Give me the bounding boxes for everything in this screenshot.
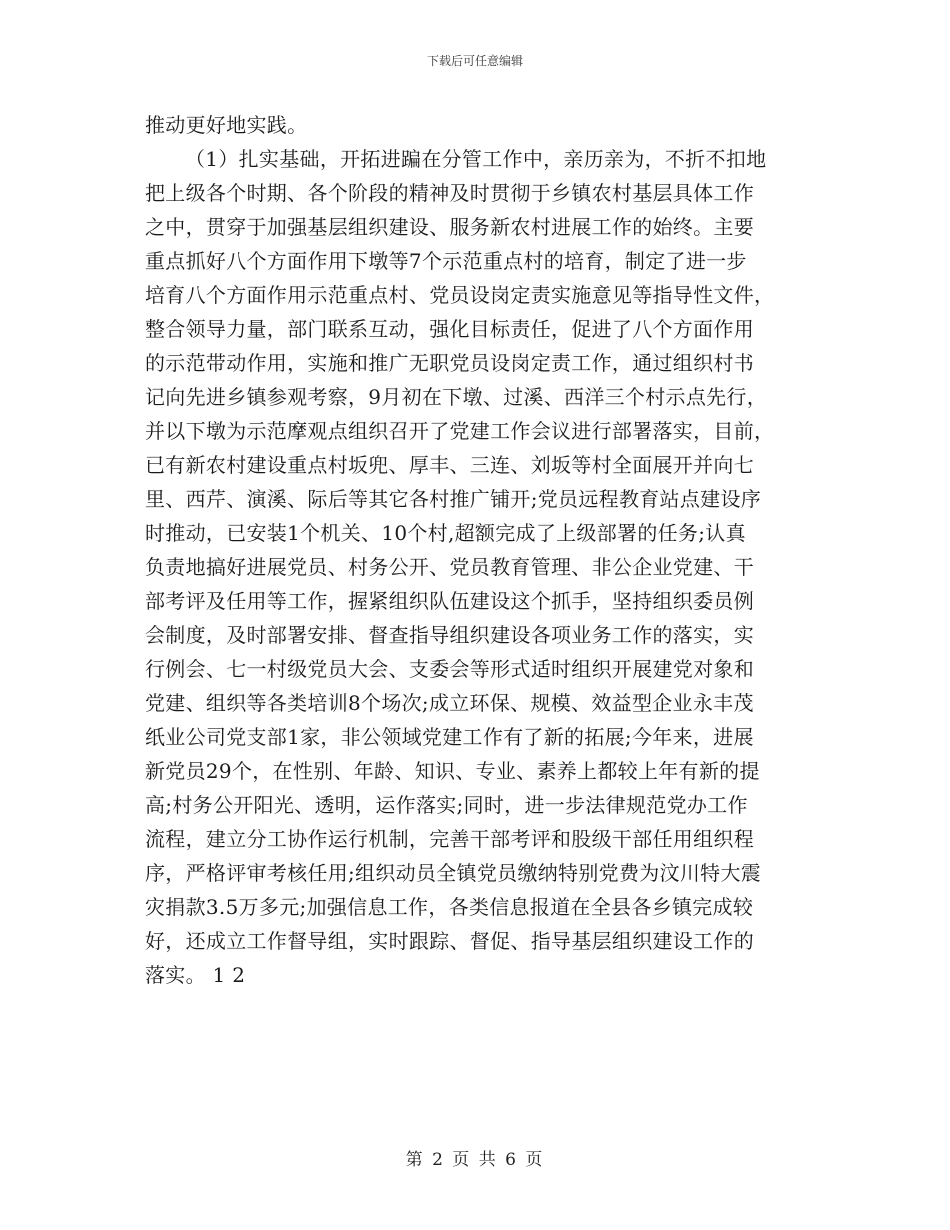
body-line: 时推动，已安装1个机关、10个村,超额完成了上级部署的任务;认真 (145, 521, 746, 545)
body-line: 负责地搞好进展党员、村务公开、党员教育管理、非公企业党建、干 (145, 555, 754, 579)
body-line: 重点抓好八个方面作用下墩等7个示范重点村的培育，制定了进一步 (145, 249, 747, 273)
body-line: （1）扎实基础，开拓进蹁在分管工作中，亲历亲为，不折不扣地 (185, 147, 767, 171)
body-line: 之中，贯穿于加强基层组织建设、服务新农村进展工作的始终。主要 (145, 215, 754, 239)
body-line: 里、西芹、演溪、际后等其它各村推广铺开;党员远程教育站点建设序 (145, 487, 762, 511)
body-line: 行例会、七一村级党员大会、支委会等形式适时组织开展建党对象和 (145, 657, 754, 681)
body-line: 落实。 1 2 (145, 963, 246, 987)
body-line: 灾捐款3.5万多元;加强信息工作，各类信息报道在全县各乡镇完成较 (145, 895, 754, 919)
body-line: 序，严格评审考核任用;组织动员全镇党员缴纳特别党费为汶川特大震 (145, 861, 762, 885)
body-line: 流程，建立分工协作运行机制，完善干部考评和股级干部任用组织程 (145, 827, 754, 851)
body-line: 整合领导力量，部门联系互动，强化目标责任，促进了八个方面作用 (145, 317, 754, 341)
body-line: 推动更好地实践。 (145, 113, 308, 137)
body-line: 纸业公司党支部1家，非公领域党建工作有了新的拓展;今年来，进展 (145, 725, 754, 749)
body-line: 高;村务公开阳光、透明，运作落实;同时，进一步法律规范党办工作 (145, 793, 748, 817)
body-line: 并以下墩为示范摩观点组织召开了党建工作会议进行部署落实，目前， (145, 419, 775, 443)
page-number-footer: 第 2 页 共 6 页 (405, 1150, 545, 1170)
body-line: 记向先进乡镇参观考察，9月初在下墩、过溪、西洋三个村示点先行， (145, 385, 768, 409)
document-body (145, 108, 805, 992)
body-line: 培育八个方面作用示范重点村、党员设岗定责实施意见等指导性文件， (145, 283, 775, 307)
body-line: 把上级各个时期、各个阶段的精神及时贯彻于乡镇农村基层具体工作 (145, 181, 754, 205)
body-line: 新党员29个，在性别、年龄、知识、专业、素养上都较上年有新的提 (145, 759, 760, 783)
body-line: 部考评及任用等工作，握紧组织队伍建设这个抓手，坚持组织委员例 (145, 589, 754, 613)
body-line: 党建、组织等各类培训8个场次;成立环保、规模、效益型企业永丰茂 (145, 691, 754, 715)
body-line: 好，还成立工作督导组，实时跟踪、督促、指导基层组织建设工作的 (145, 929, 754, 953)
body-line: 已有新农村建设重点村坂兜、厚丰、三连、刘坂等村全面展开并向七 (145, 453, 754, 477)
page-header: 下载后可任意编辑 (426, 54, 523, 68)
body-line: 会制度，及时部署安排、督查指导组织建设各项业务工作的落实，实 (145, 623, 754, 647)
body-line: 的示范带动作用，实施和推广无职党员设岗定责工作，通过组织村书 (145, 351, 754, 375)
